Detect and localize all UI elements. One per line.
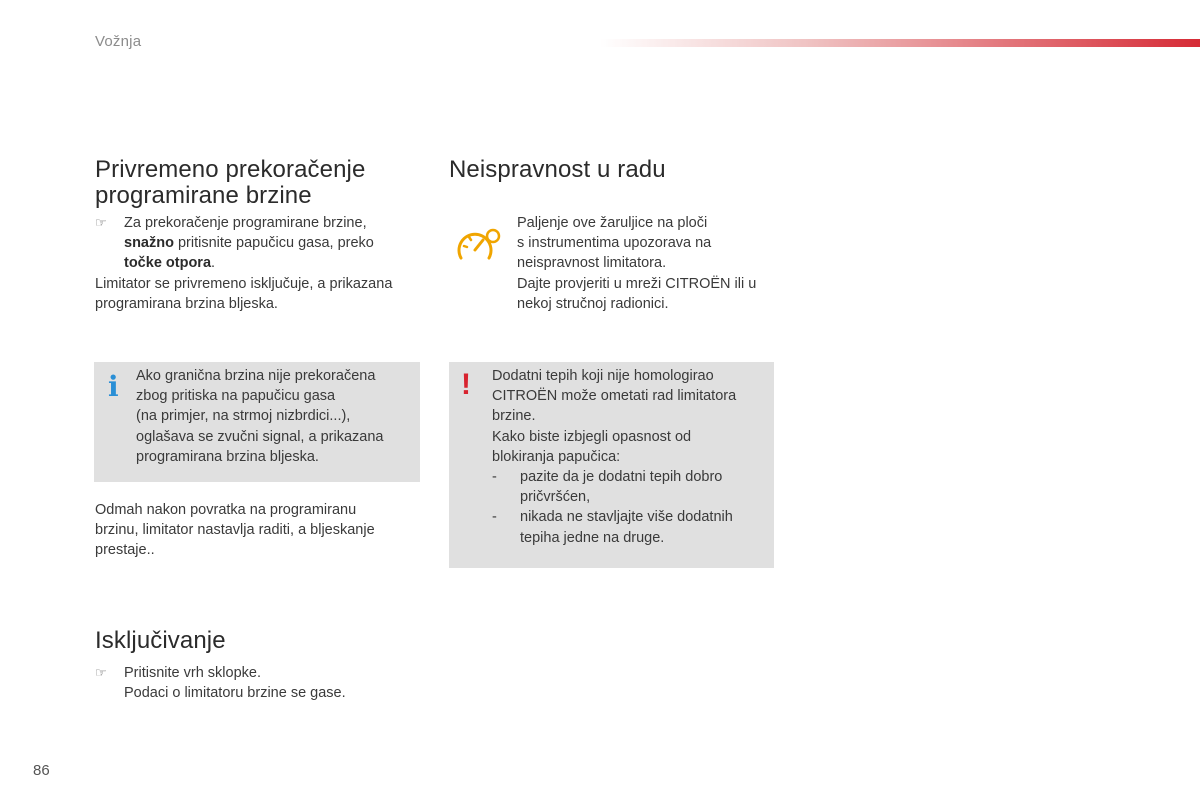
warning-line: Kako biste izbjegli opasnost od xyxy=(492,428,692,445)
bullet-text-line-1: Za prekoračenje programirane brzine, xyxy=(124,215,367,231)
bullet-text-end: . xyxy=(211,255,216,272)
malfunction-line: s instrumentima upozorava na xyxy=(517,235,712,252)
list-item-line-1: nikada ne stavljajte više dodatnih xyxy=(520,509,733,526)
page-number: 86 xyxy=(33,762,50,779)
warning-list-item xyxy=(492,467,767,507)
list-dash: - xyxy=(492,509,497,526)
bullet-instruction xyxy=(95,663,425,703)
heading-temporary-exceed xyxy=(95,157,365,209)
warning-line: CITROËN može ometati rad limitatora xyxy=(492,388,737,405)
malfunction-line: nekoj stručnoj radionici. xyxy=(517,295,669,312)
warning-list-item xyxy=(492,507,767,547)
list-item-line-1: pazite da je dodatni tepih dobro xyxy=(520,469,723,486)
bullet-text-continuation: pritisnite papučicu gasa, preko xyxy=(173,235,374,252)
exceed-instructions xyxy=(95,213,425,314)
resume-line: prestaje.. xyxy=(95,542,155,559)
info-box xyxy=(94,362,420,482)
info-line: (na primjer, na strmoj nizbrdici...), xyxy=(136,408,351,425)
bold-resistance-point: točke otpora xyxy=(124,255,212,272)
switch-off-instructions xyxy=(95,663,425,703)
resume-line: brzinu, limitator nastavlja raditi, a bljeskanje xyxy=(95,522,375,539)
pointing-hand-icon: ☞ xyxy=(95,665,107,680)
exclamation-icon: ! xyxy=(461,368,471,401)
pointing-hand-icon: ☞ xyxy=(95,215,107,230)
info-line: oglašava se zvučni signal, a prikazana xyxy=(136,428,384,445)
resume-line: Odmah nakon povratka na programiranu xyxy=(95,502,357,518)
switch-off-line-1: Pritisnite vrh sklopke. xyxy=(124,665,261,681)
heading-switch-off: Isključivanje xyxy=(95,627,226,654)
heading-malfunction: Neispravnost u radu xyxy=(449,156,666,183)
para-limiter-line-1: Limitator se privremeno isključuje, a prikazana xyxy=(95,275,393,292)
warning-line: Dodatni tepih koji nije homologirao xyxy=(492,368,714,384)
malfunction-line: Paljenje ove žaruljice na ploči xyxy=(517,215,708,231)
bullet-text-line-3 xyxy=(124,253,425,273)
bullet-text-line-2 xyxy=(124,233,425,253)
list-dash: - xyxy=(492,469,497,486)
malfunction-text xyxy=(517,213,787,314)
info-icon: i xyxy=(108,370,119,403)
list-item-line-2: tepiha jedne na druge. xyxy=(520,529,665,546)
info-line: zbog pritiska na papučicu gasa xyxy=(136,388,336,405)
list-item-line-2: pričvršćen, xyxy=(520,489,591,506)
info-box-text xyxy=(136,366,383,467)
warning-box xyxy=(449,362,774,568)
bullet-instruction xyxy=(95,213,425,274)
speed-limiter-warning-icon xyxy=(455,226,503,266)
warning-line: brzine. xyxy=(492,408,536,425)
bold-strongly: snažno xyxy=(124,235,174,252)
section-label: Vožnja xyxy=(95,33,142,50)
para-limiter-line-2: programirana brzina bljeska. xyxy=(95,295,278,312)
resume-paragraph xyxy=(95,500,425,561)
switch-off-line-2: Podaci o limitatoru brzine se gase. xyxy=(124,685,346,702)
warning-line: blokiranja papučica: xyxy=(492,448,621,465)
heading-line-2: programirane brzine xyxy=(95,182,312,209)
info-line: Ako granična brzina nije prekoračena xyxy=(136,368,376,384)
malfunction-line: Dajte provjeriti u mreži CITROËN ili u xyxy=(517,275,757,292)
heading-line-1: Privremeno prekoračenje xyxy=(95,156,366,183)
header-accent-bar xyxy=(600,39,1200,47)
info-line: programirana brzina bljeska. xyxy=(136,448,319,465)
malfunction-line: neispravnost limitatora. xyxy=(517,255,667,272)
warning-box-text xyxy=(492,366,767,548)
